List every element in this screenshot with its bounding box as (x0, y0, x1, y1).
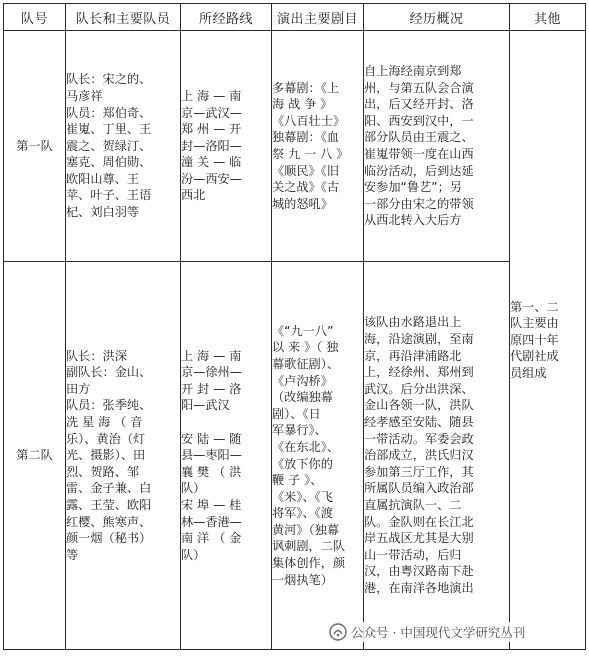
members-cell: 队长：洪深 副队长：金山、 田方 队员：张季纯、 冼 星 海 （ 音 乐）、黄治（灯 光、摄影）、田 烈、贺路、邹 雷、金子兼、白 露、王莹、欧阳 红樱、熊寒声、 颜一烟（秘书） 等 (66, 262, 181, 650)
other-cell: 第一、二 队主要由 原四十年 代剧社成 员组成 (510, 31, 586, 650)
route-cell: 上 海 — 南 京—武汉— 郑 州 — 开 封—洛阳— 潼 关 — 临 汾—西安— 西北 (181, 31, 272, 262)
watermark-text: 公众号 · 中国现代文学研究丛刊 (351, 625, 526, 640)
header-other: 其他 (510, 4, 586, 31)
team-cell: 第一队 (4, 31, 66, 262)
members-cell: 队长：宋之的、 马彦祥 队员：郑伯奇、 崔嵬、丁里、王 震之、贺绿汀、 塞克、周伯勋、 欧阳山尊、王 苹、叶子、王语 杞、刘白羽等 (66, 31, 181, 262)
team-cell: 第二队 (4, 262, 66, 650)
table-row (4, 262, 586, 650)
header-row (4, 4, 586, 31)
header-route: 所经路线 (181, 4, 272, 31)
header-plays: 演出主要剧目 (272, 4, 364, 31)
watermark (326, 622, 528, 642)
table-row (4, 31, 586, 262)
header-team-number: 队号 (4, 4, 66, 31)
route-cell: 上 海 — 南 京—徐州— 开 封 — 洛 阳—武汉 安 陆 — 随 县—枣阳— 襄 樊 （ 洪 队） 宋 埠 — 桂 林—香港— 南 洋 （ 金 队） (181, 262, 272, 650)
plays-cell: 多幕剧：《上 海 战 争 》 《八百壮士》 独幕剧：《血 祭 九 一 八 》 《顺民》《旧 关之战》《古 城的怒吼》 (272, 31, 364, 262)
troupe-table (3, 3, 586, 650)
summary-cell: 自上海经南京到郑 州，与第五队会合演 出，后又经开封、洛 阳、西安到汉中，一 部分队员由王震之、 崔嵬带领一度在山西 临汾活动，后到达延 安参加“鲁艺”；另 一部分由宋之的带领 从西北转入大后方 (364, 31, 510, 262)
summary-cell: 该队由水路退出上 海，沿途演剧，至南 京，再沿津浦路北 上，经徐州、郑州到 武汉。后分出洪深、 金山各领一队，洪队 经孝感至安陆、随县 一带活动。军委会政 治部成立，洪氏归汉 参加第三厅工作，其 所属队员编入政治部 直属抗演队一、二 队。金队则在长江北 岸五战区尤其是大别 山一带活动，后归 汉，由粤汉路南下赴 港，在南洋各地演出 (364, 262, 510, 650)
header-summary: 经历概况 (364, 4, 510, 31)
plays-cell: 《“九一八” 以 来 》（ 独 幕歌征剧）、 《卢沟桥》 （改编独幕 剧）、《日 军暴行》、 《在东北》、 《放下你的 鞭 子 》、 《米》、《飞 将军》、《渡 黄河》（独幕 讽刺剧，二队 集体创作，颜 一烟执笔） (272, 262, 364, 650)
header-leaders-members: 队长和主要队员 (66, 4, 181, 31)
wechat-official-account-icon (329, 623, 347, 641)
